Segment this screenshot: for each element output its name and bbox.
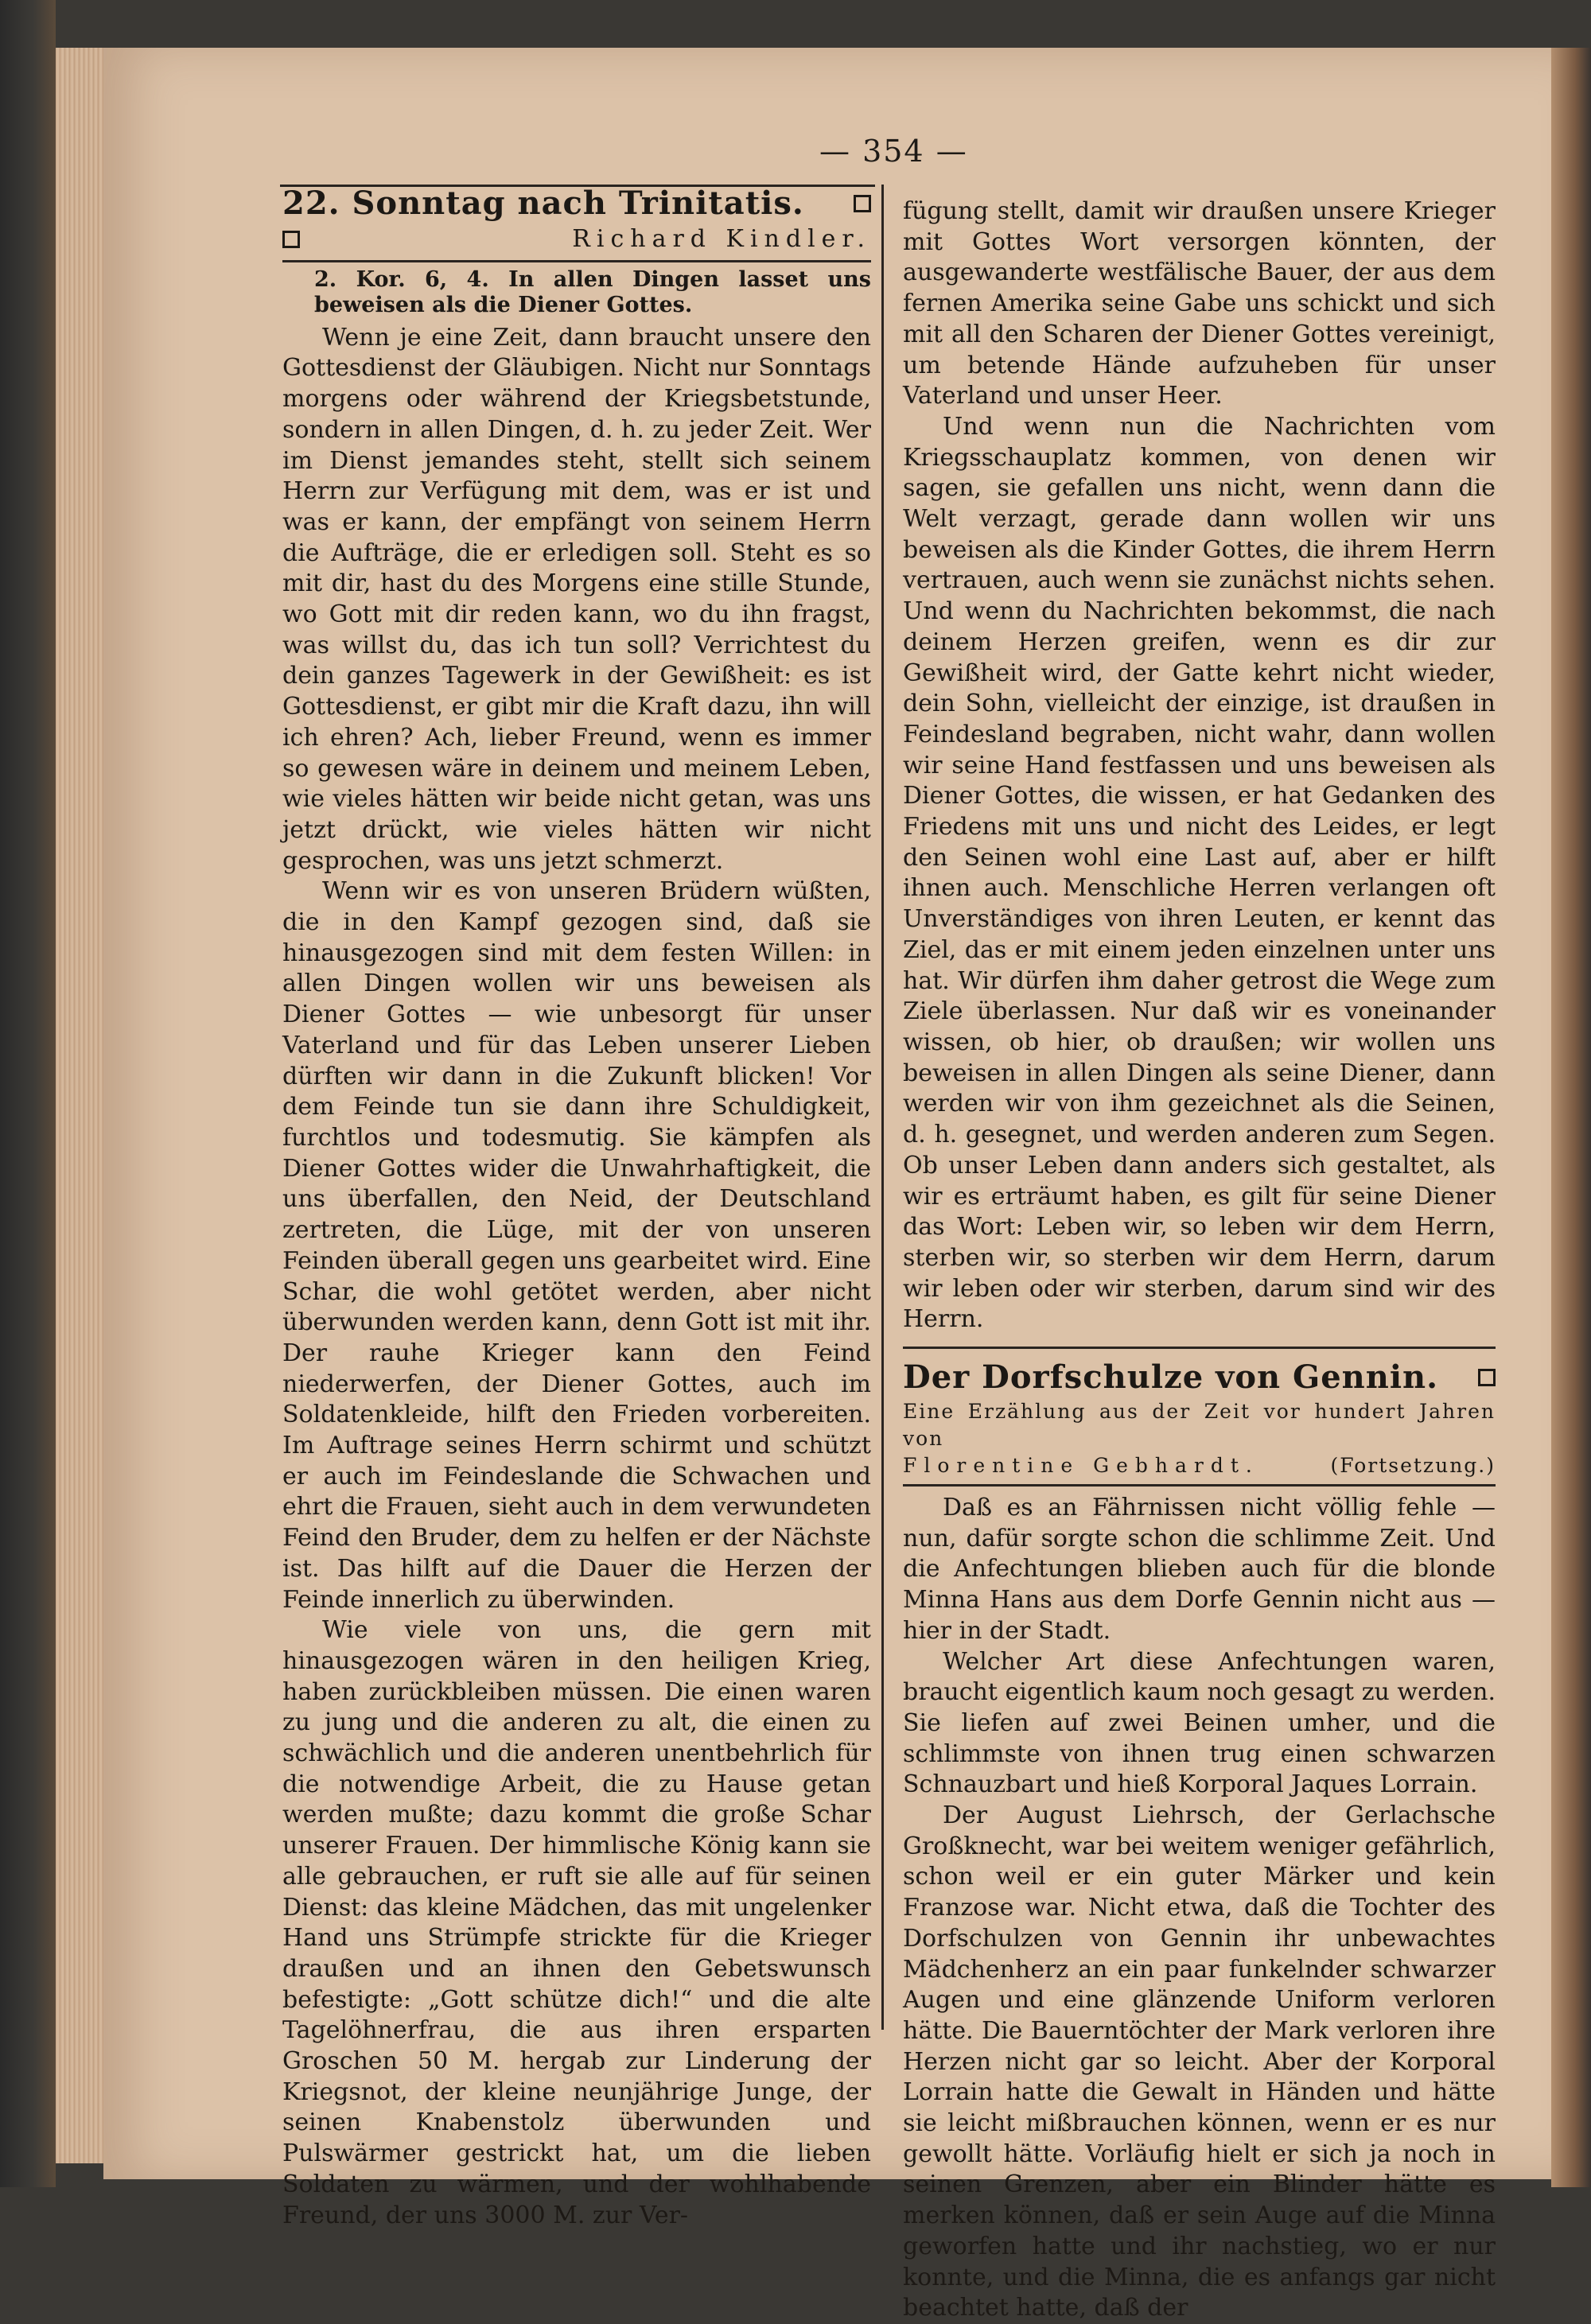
story-subtitle-block	[903, 1398, 1496, 1487]
paragraph: Daß es an Fährnissen nicht völlig fehle — nun, dafür sorgte schon die schlimme Zeit. Und die Anfechtungen blieben auch für die blonde Minna Hans aus dem Dorfe Gennin nicht aus — hier in der Stadt.	[903, 1494, 1496, 1645]
square-ornament-icon	[1478, 1369, 1496, 1386]
paragraph: fügung stellt, damit wir draußen unsere Krieger mit Gottes Wort versorgen könnten, der ausgewanderte westfälische Bauer, der aus dem fernen Amerika seine Gabe uns schickt und sich mit all den Scharen der Diener Gottes vereinigt, um betende Hände aufzuheben für unser Vaterland und unser Heer.	[903, 197, 1496, 410]
article-heading	[282, 183, 871, 224]
article-title: 22. Sonntag nach Trinitatis.	[282, 185, 804, 222]
bible-verse: 2. Kor. 6, 4. In allen Dingen lasset uns beweisen als die Diener Gottes.	[314, 266, 871, 317]
story-author: Florentine Gebhardt.	[903, 1454, 1259, 1478]
paragraph: Wie viele von uns, die gern mit hinausgezogen wären in den heiligen Krieg, haben zurückbleiben müssen. Die einen waren zu jung und die anderen zu alt, die einen zu schwächlich und die anderen unentbehrlich für die notwendige Arbeit, die zu Hause getan werden mußte; dazu kommt die große Schar unserer Frauen. Der himmlische König kann sie alle gebrauchen, er ruft sie alle auf für seinen Dienst: das kleine Mädchen, das mit ungelenker Hand uns Strümpfe strickte für die Krieger draußen und an ihnen den Gebetswunsch befestigte: „Gott schütze dich!“ und die alte Tagelöhnerfrau, die aus ihren ersparten Groschen 50 M. hergab zur Linderung der Kriegsnot, der kleine neunjährige Junge, der seinen Knabenstolz überwunden und Pulswärmer gestrickt hat, um die lieben Soldaten zu wärmen, und der wohlhabende Freund, der uns 3000 M. zur Ver-	[282, 1616, 871, 2229]
square-ornament-icon	[854, 195, 871, 212]
article-author: Richard Kindler.	[572, 225, 871, 253]
book-gutter	[1551, 48, 1591, 2187]
paragraph: Und wenn nun die Nachrichten vom Kriegsschauplatz kommen, von denen wir sagen, sie gefallen uns nicht, wenn dann die Welt verzagt, gerade dann wollen wir uns beweisen als die Kinder Gottes, die ihrem Herrn vertrauen, auch wenn sie zunächst nichts sehen. Und wenn du Nachrichten bekommst, die nach deinem Herzen greifen, wenn es dir zur Gewißheit wird, der Gatte kehrt nicht wieder, dein Sohn, vielleicht der einzige, ist draußen in Feindesland begraben, nicht wahr, dann wollen wir seine Hand festfassen und uns beweisen als Diener Gottes, die wissen, er hat Gedanken des Friedens mit uns und nicht des Leides, er legt den Seinen wohl eine Last auf, aber er hilft ihnen auch. Menschliche Herren verlangen oft Unverständiges von ihren Leuten, er kennt das Ziel, das er mit einem jeden einzelnen unter uns hat. Wir dürfen ihm daher getrost die Wege zum Ziele überlassen. Nur daß wir es voneinander wissen, ob hier, ob draußen; wir wollen uns beweisen in allen Dingen als seine Diener, dann werden wir von ihm gezeichnet als die Seinen, d. h. gesegnet, und werden anderen zum Segen. Ob unser Leben dann anders sich gestaltet, als wir es erträumt haben, es gilt für seine Diener das Wort: Leben wir, so leben wir dem Herrn, sterben wir, so sterben wir dem Herrn, darum wir leben oder wir sterben, darum sind wir des Herrn.	[903, 412, 1496, 1334]
article-byline	[282, 224, 871, 262]
paragraph: Wenn je eine Zeit, dann braucht unsere den Gottesdienst der Gläubigen. Nicht nur Sonntags morgens oder während der Kriegsbetstunde, sondern in allen Dingen, d. h. zu jeder Zeit. Wer im Dienst jemandes steht, stellt sich seinem Herrn zur Verfügung mit dem, was er ist und was er kann, der empfängt von seinem Herrn die Aufträge, die er erledigen soll. Steht es so mit dir, hast du des Morgens eine stille Stunde, wo Gott mit dir reden kann, wo du ihn fragst, was willst du, das ich tun soll? Verrichtest du dein ganzes Tagewerk in der Gewißheit: es ist Gottesdienst, er gibt mir die Kraft dazu, ihn will ich ehren? Ach, lieber Freund, wenn es immer so gewesen wäre in deinem und meinem Leben, wie vieles hätten wir beide nicht getan, was uns jetzt drückt, wie vieles hätten wir nicht gesprochen, was uns jetzt schmerzt.	[282, 323, 871, 875]
left-column	[282, 183, 871, 2231]
book-cover-edge	[0, 0, 56, 2187]
story-section	[903, 1347, 1496, 2324]
story-subtitle: Eine Erzählung aus der Zeit vor hundert Jahren von	[903, 1400, 1496, 1451]
page-number: — 354 —	[819, 134, 968, 169]
story-heading	[903, 1357, 1496, 1398]
story-note: (Fortsetzung.)	[1330, 1454, 1496, 1478]
square-ornament-icon	[282, 231, 300, 248]
paragraph: Der August Liehrsch, der Gerlachsche Großknecht, war bei weitem weniger gefährlich, schon weil er ein guter Märker und kein Franzose war. Nicht etwa, daß die Tochter des Dorfschulzen von Gennin ihr unbewachtes Mädchenherz an ein paar funkelnder schwarzer Augen und eine glänzende Uniform verloren hätte. Die Bauerntöchter der Mark verloren ihre Herzen nicht gar so leicht. Aber der Korporal Lorrain hatte die Gewalt in Händen und hätte sie leicht mißbrauchen können, wenn er es nur gewollt hätte. Vorläufig hielt er sich ja noch in seinen Grenzen, aber ein Blinder hätte es merken können, daß er sein Auge auf die Minna geworfen hatte und ihr nachstieg, wo er nur konnte, und die Minna, die es anfangs gar nicht beachtet hatte, daß der	[903, 1801, 1496, 2322]
paragraph: Wenn wir es von unseren Brüdern wüßten, die in den Kampf gezogen sind, daß sie hinausgezogen sind mit dem festen Willen: in allen Dingen wollen wir uns beweisen als Diener Gottes — wie unbesorgt für unser Vaterland und für das Leben unserer Lieben dürften wir dann in die Zukunft blicken! Vor dem Feinde tun sie dann ihre Schuldigkeit, furchtlos und todesmutig. Sie kämpfen als Diener Gottes wider die Unwahrhaftigkeit, die uns überfallen, den Neid, der Deutschland zertreten, die Lüge, mit der von unseren Feinden überall gegen uns gearbeitet wird. Eine Schar, die wohl getötet werden, aber nicht überwunden werden kann, denn Gott ist mit ihr. Der rauhe Krieger kann den Feind niederwerfen, der Diener Gottes, auch im Soldatenkleide, hilft den Frieden vorbereiten. Im Auftrage seines Herrn schirmt und schützt er auch im Feindeslande die Schwachen und ehrt die Frauen, sieht auch in dem verwundeten Feind den Bruder, dem zu helfen er der Nächste ist. Das hilft auf die Dauer die Herzen der Feinde innerlich zu überwinden.	[282, 877, 871, 1614]
paragraph: Welcher Art diese Anfechtungen waren, braucht eigentlich kaum noch gesagt zu werden. Sie liefen auf zwei Beinen umher, und die schlimmste von ihnen trug einen schwarzen Schnauzbart und hieß Korporal Jaques Lorrain.	[903, 1647, 1496, 1799]
right-column	[903, 196, 1496, 2324]
column-divider	[881, 185, 884, 2030]
story-title: Der Dorfschulze von Gennin.	[903, 1358, 1439, 1397]
